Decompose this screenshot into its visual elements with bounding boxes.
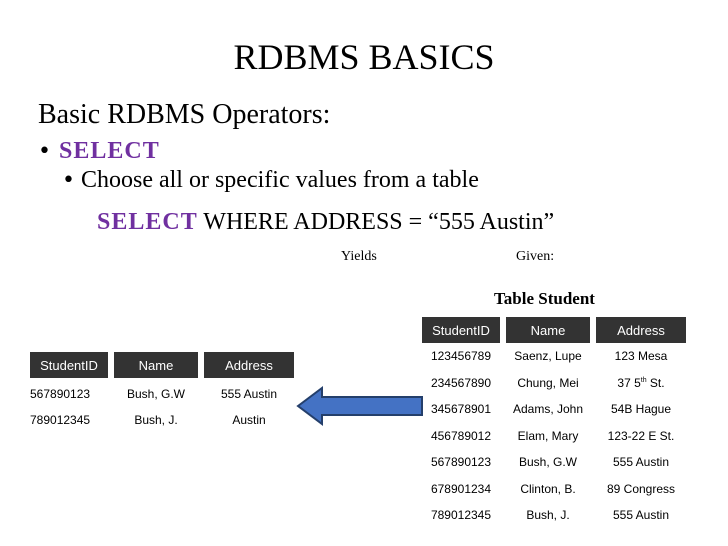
- yields-label: Yields: [341, 249, 377, 264]
- table-row: [422, 370, 686, 397]
- cell-address: 37 5th St.: [617, 375, 665, 390]
- column-header: Name: [506, 317, 590, 343]
- cell-student-id: 789012345: [430, 508, 492, 523]
- cell-name: Bush, J.: [526, 508, 570, 523]
- cell-student-id: 567890123: [430, 455, 492, 470]
- table-row: [422, 502, 686, 529]
- cell-student-id: 567890123: [30, 387, 91, 401]
- cell-student-id: 234567890: [430, 375, 492, 390]
- cell-address: 555 Austin: [612, 508, 670, 523]
- cell-address: 555 Austin: [220, 387, 278, 401]
- section-heading: Basic RDBMS Operators:: [38, 99, 331, 130]
- cell-address: 89 Congress: [606, 481, 676, 496]
- student-table: [416, 317, 692, 529]
- cell-student-id: 456789012: [430, 428, 492, 443]
- cell-name: Clinton, B.: [520, 481, 576, 496]
- cell-address: 555 Austin: [612, 455, 670, 470]
- cell-address: 123 Mesa: [614, 349, 668, 364]
- select-keyword: SELECT: [58, 138, 160, 164]
- column-header: Address: [204, 352, 294, 381]
- description-text: Choose all or specific values from a table: [80, 167, 479, 193]
- bullet-icon: •: [38, 139, 51, 164]
- cell-name: Bush, G.W: [126, 387, 185, 401]
- ordinal-suffix: th: [640, 376, 647, 384]
- table-row: [422, 396, 686, 423]
- cell-address: Austin: [232, 413, 266, 427]
- cell-name: Bush, G.W: [518, 455, 577, 470]
- cell-student-id: 789012345: [30, 413, 91, 427]
- cell-address: 123-22 E St.: [607, 428, 675, 443]
- table-row: [422, 343, 686, 370]
- table-row: [422, 476, 686, 503]
- given-label: Given:: [516, 249, 555, 264]
- cell-student-id: 678901234: [430, 481, 492, 496]
- result-table: [24, 352, 300, 433]
- cell-name: Chung, Mei: [517, 375, 579, 390]
- cell-name: Adams, John: [512, 402, 584, 417]
- column-header: StudentID: [422, 317, 500, 343]
- column-header: StudentID: [30, 352, 108, 381]
- table-row: [422, 449, 686, 476]
- slide-title: RDBMS BASICS: [233, 37, 495, 77]
- table-header-row: [422, 317, 686, 343]
- query-statement: [97, 209, 554, 236]
- table-header-row: [30, 352, 294, 381]
- query-keyword: SELECT: [97, 209, 198, 235]
- bullet-icon: •: [62, 168, 75, 193]
- table-row: [422, 423, 686, 450]
- column-header: Name: [114, 352, 198, 381]
- bullet-description: [62, 167, 479, 194]
- cell-name: Elam, Mary: [517, 428, 579, 443]
- cell-student-id: 345678901: [430, 402, 492, 417]
- table-caption: Table Student: [494, 289, 595, 308]
- query-condition: WHERE ADDRESS = “555 Austin”: [197, 209, 555, 235]
- left-arrow-icon: [296, 386, 424, 426]
- table-row: [30, 407, 294, 433]
- cell-student-id: 123456789: [430, 349, 492, 364]
- cell-name: Saenz, Lupe: [514, 349, 582, 364]
- cell-address: 54B Hague: [610, 402, 672, 417]
- cell-name: Bush, J.: [134, 413, 178, 427]
- column-header: Address: [596, 317, 686, 343]
- bullet-select: [38, 138, 160, 165]
- table-row: [30, 381, 294, 407]
